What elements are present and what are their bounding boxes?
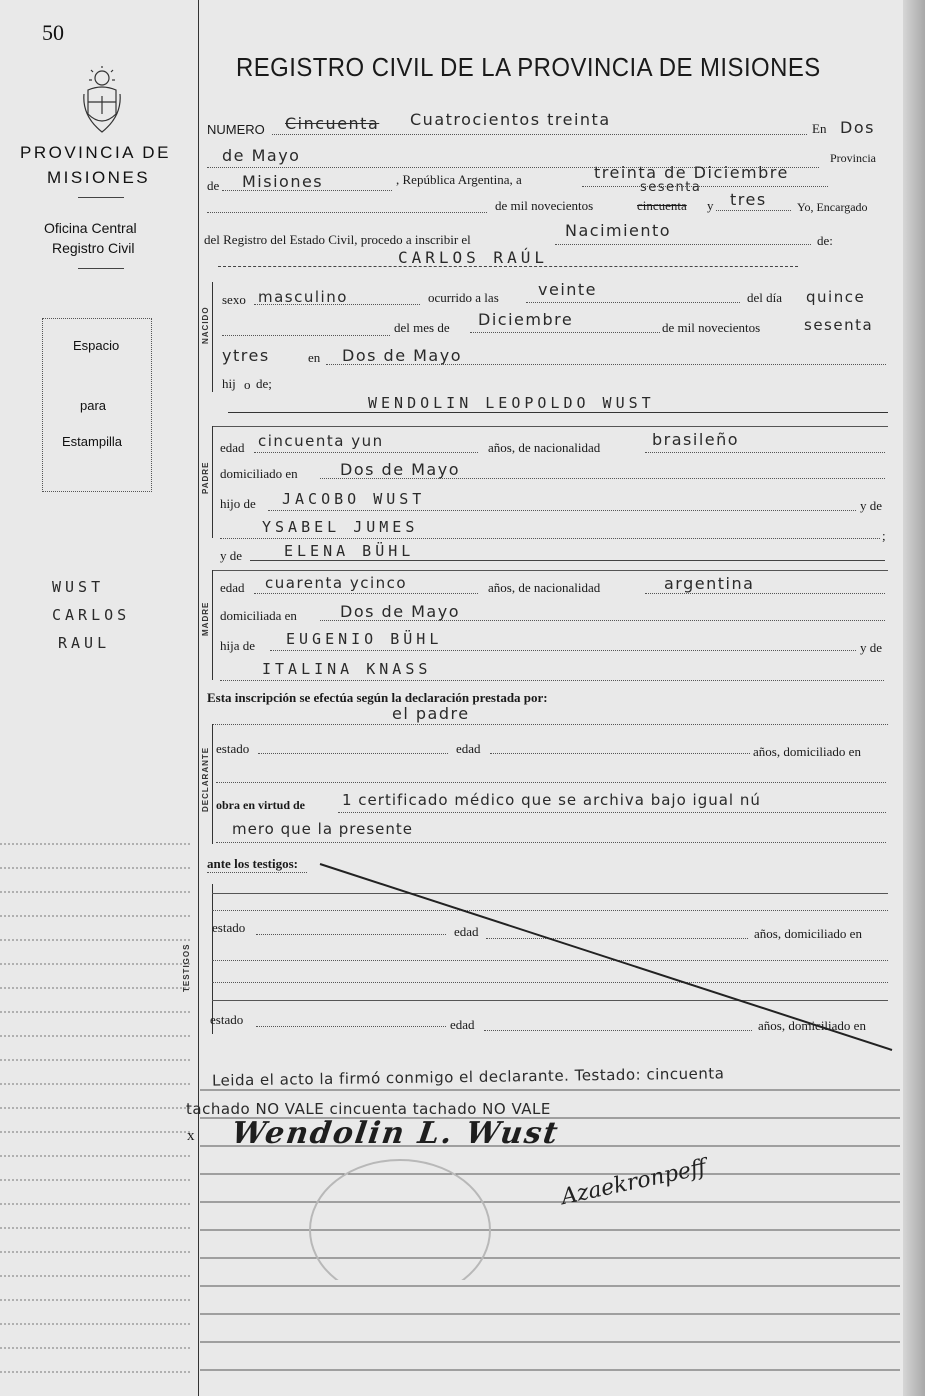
obra-value: 1 certificado médico que se archiva bajo igual nú — [342, 791, 761, 809]
ocurrido-label: ocurrido a las — [428, 290, 499, 305]
madre-padre-value: EUGENIO BÜHL — [286, 630, 443, 648]
numero-value: Cuatrocientos treinta — [410, 110, 611, 129]
padre-edad-value: cincuenta yun — [258, 432, 384, 450]
testigos-cancel-line — [300, 850, 900, 1060]
place-value-2: de Mayo — [222, 146, 301, 165]
sesenta-value: sesenta — [640, 180, 702, 195]
madre-hija-label: hija de — [220, 638, 256, 653]
padre-edad-label: edad — [220, 440, 245, 455]
testigo1-anios-label: años, domiciliado en — [754, 926, 862, 941]
anio-value-2: ytres — [222, 346, 270, 365]
date-value: treinta de Diciembre — [594, 163, 789, 182]
madre-domicilio-label: domiciliada en — [220, 608, 297, 623]
coat-of-arms-icon — [80, 66, 124, 136]
padre-padre-value: JACOBO WUST — [282, 490, 426, 508]
en-label-2: en — [308, 350, 321, 365]
de-semicolon-label: de; — [256, 376, 272, 391]
padre-madre-value: YSABEL JUMES — [262, 518, 419, 536]
declarante-anios-label: años, domiciliado en — [753, 744, 861, 759]
padre-nacionalidad-value: brasileño — [652, 430, 740, 449]
testigo1-edad-label: edad — [454, 924, 479, 939]
dia-label: del día — [747, 290, 783, 305]
mil-novecientos-label-2: de mil novecientos — [662, 320, 761, 335]
province-label: PROVINCIA DE — [20, 143, 171, 162]
testigo2-estado-label: estado — [210, 1012, 244, 1027]
sexo-label: sexo — [222, 292, 246, 307]
mil-novecientos-label: de mil novecientos — [495, 198, 594, 213]
mes-value: Diciembre — [478, 310, 574, 329]
place-value-1: Dos — [840, 118, 875, 137]
left-ruling — [0, 836, 190, 1396]
declarante-edad-label: edad — [456, 741, 481, 756]
obra-label: obra en virtud de — [216, 798, 306, 812]
office-label-2: Registro Civil — [52, 240, 135, 256]
stamp-label-2: para — [80, 398, 107, 413]
numero-label: NUMERO — [207, 122, 265, 137]
signature-declarante: Wendolin L. Wust — [229, 1116, 562, 1151]
padre-y-de-label: y de — [860, 498, 883, 513]
testigos-section-label: TESTIGOS — [182, 943, 191, 992]
madre-section-label: MADRE — [201, 601, 210, 636]
province-name: MISIONES — [47, 168, 151, 187]
declarante-bracket — [212, 724, 213, 844]
madre-madre-value: ITALINA KNASS — [262, 660, 432, 678]
faint-seal-icon — [300, 1150, 500, 1280]
y-label: y — [707, 198, 714, 213]
registered-name: CARLOS RAÚL — [398, 248, 548, 267]
sexo-value: masculino — [258, 288, 348, 306]
madre-edad-value: cuarenta ycinco — [265, 574, 408, 592]
hora-value: veinte — [538, 280, 598, 299]
register-page: 50 PROVINCIA DE MISIONES Oficina Central Registro Civil Espacio para Estampilla WUST CARLOS RAUL REGISTRO CIVIL DE LA PROVINCIA DE MISIONES NUMERO Cincuenta Cuatrocientos treinta En Dos de Mayo Provincia de Misiones , República Argentina, a treinta de Diciembre de mil novecientos cincuenta sesenta y tres Yo, Encargado del Registro del Estado Civil, procedo a inscribir el Nacimiento de: CARLOS RAÚL NACIDO sexo masculino ocurrido a las veinte del día quince del mes de Diciembre de mil novecientos sesenta ytres en Dos de Mayo hij o de; WENDOLIN LEOPOLDO WUST PADRE edad cincuenta yun años, de nacionalidad brasileño domiciliado en Dos de Mayo hijo de JACOBO WUST y de YSABEL JUMES ; y de ELENA BÜHL MADRE edad cuarenta ycinco años, de nacionalidad argentina domiciliada en Dos de Mayo hija de EUGENIO BÜHL y de ITALINA KNASS Esta inscripción se efectúa según la declaración prestada por: el padre DECLARANTE estado edad años, domiciliado en obra en virtud de 1 certificado médico que se archiva bajo igual nú mero que la presente ante los testigos: TESTIGOS estado edad años, domiciliado en estado edad años, domiciliado en Leida el acto la firmó conmigo el declarante. Testado: cincuenta tachado NO VALE cincuenta tachado NO VALE x Wendolin L. Wust Azaekronpeff — [0, 0, 925, 1396]
madre-y-de-label: y de — [220, 548, 243, 563]
madre-nacionalidad-label: años, de nacionalidad — [488, 580, 601, 595]
declarante-value: el padre — [392, 704, 470, 723]
signature-x-mark: x — [187, 1128, 195, 1144]
padre-hijo-label: hijo de — [220, 496, 256, 511]
padre-name: WENDOLIN LEOPOLDO WUST — [368, 394, 655, 412]
mes-label: del mes de — [394, 320, 450, 335]
margin-firstname: CARLOS — [52, 606, 131, 624]
encargado-text: Yo, Encargado — [797, 200, 868, 214]
declaracion-intro: Esta inscripción se efectúa según la declaración prestada por: — [207, 690, 548, 705]
closing-line-1: Leida el acto la firmó conmigo el declarante. Testado: cincuenta — [211, 1064, 725, 1090]
office-label: Oficina Central — [44, 220, 137, 236]
en-label: En — [812, 121, 827, 136]
padre-domicilio-label: domiciliado en — [220, 466, 298, 481]
nacido-bracket — [212, 282, 213, 392]
madre-domicilio-value: Dos de Mayo — [340, 602, 460, 621]
registro-text: del Registro del Estado Civil, procedo a inscribir el — [204, 232, 471, 247]
testigos-intro: ante los testigos: — [207, 856, 298, 871]
declarante-section-label: DECLARANTE — [201, 746, 210, 812]
padre-nacionalidad-label: años, de nacionalidad — [488, 440, 601, 455]
hijo-suffix: o — [244, 377, 251, 392]
obra-value-2: mero que la presente — [232, 820, 414, 838]
declarante-estado-label: estado — [216, 741, 250, 756]
madre-y-de-label-2: y de — [860, 640, 883, 655]
signature-official: Azaekronpeff — [559, 1154, 709, 1211]
column-divider — [198, 0, 199, 1396]
margin-middlename: RAUL — [58, 634, 111, 652]
de-label: de — [207, 178, 220, 193]
testigo2-anios-label: años, domiciliado en — [758, 1018, 866, 1033]
acto-value: Nacimiento — [565, 221, 672, 240]
stamp-label-3: Estampilla — [62, 434, 122, 449]
nacido-section-label: NACIDO — [201, 306, 210, 344]
closing-line-2: tachado NO VALE cincuenta tachado NO VALE — [186, 1100, 551, 1118]
provincia-label: Provincia — [830, 151, 876, 165]
page-number: 50 — [42, 20, 64, 45]
margin-surname: WUST — [52, 578, 105, 596]
tres-value: tres — [730, 190, 767, 209]
hijo-label: hij — [222, 376, 236, 391]
province-value: Misiones — [242, 172, 324, 191]
madre-bracket — [212, 570, 213, 680]
republica-text: , República Argentina, a — [396, 172, 522, 187]
padre-section-label: PADRE — [201, 461, 210, 494]
stamp-label-1: Espacio — [73, 338, 120, 353]
madre-nacionalidad-value: argentina — [664, 574, 755, 593]
numero-struck-value: Cincuenta — [285, 114, 380, 133]
cincuenta-printed: cincuenta — [637, 198, 687, 213]
testigo1-estado-label: estado — [212, 920, 246, 935]
page-title: REGISTRO CIVIL DE LA PROVINCIA DE MISIONES — [236, 52, 821, 82]
testigo2-edad-label: edad — [450, 1017, 475, 1032]
dia-value: quince — [806, 288, 866, 306]
anio-value: sesenta — [804, 316, 874, 334]
madre-name: ELENA BÜHL — [284, 542, 415, 560]
padre-domicilio-value: Dos de Mayo — [340, 460, 460, 479]
de-colon-label: de: — [817, 233, 833, 248]
padre-bracket — [212, 426, 213, 538]
lugar-value: Dos de Mayo — [342, 346, 462, 365]
madre-edad-label: edad — [220, 580, 245, 595]
